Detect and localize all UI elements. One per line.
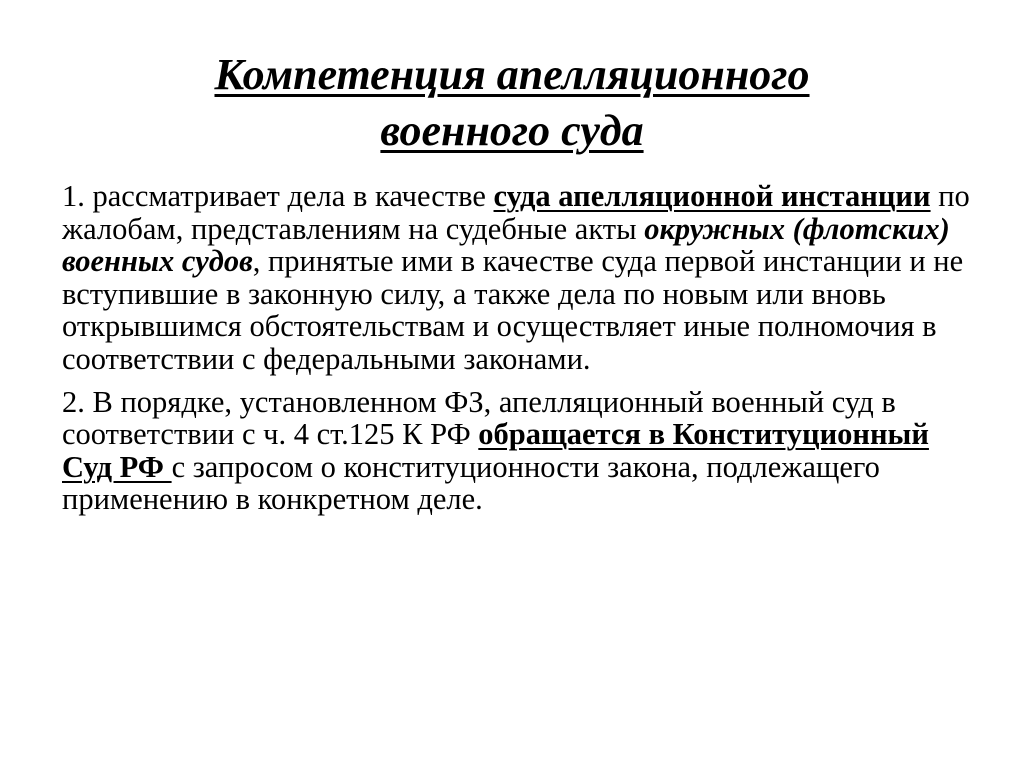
item-1 <box>62 180 972 376</box>
item-2 <box>62 386 972 516</box>
slide-body <box>62 180 972 516</box>
item-2-text-a: 2. В порядке, установленном ФЗ, апелляционный военный суд в соответствии с ч. 4 ст.125 К РФ <box>62 384 896 452</box>
item-2-text-b: с запросом о конституционности закона, подлежащего применению в конкретном деле. <box>62 449 880 517</box>
item-1-text-b: по жалобам, представлениям на судебные акты <box>62 179 970 246</box>
item-1-emphasis-district-courts: окружных (флотских) военных судов <box>62 211 950 279</box>
slide-title <box>0 47 1024 159</box>
item-1-emphasis-appeal-instance: суда апелляционной инстанции <box>493 179 931 213</box>
slide-title-line-1: Компетенция апелляционного <box>214 50 810 99</box>
item-1-text-a: 1. рассматривает дела в качестве <box>62 179 494 213</box>
item-2-emphasis-constitutional-court: обращается в Конституционный Суд РФ <box>62 417 929 484</box>
slide-title-line-2: военного суда <box>380 106 644 155</box>
item-1-text-c: , принятые ими в качестве суда первой инстанции и не вступившие в законную силу, а также дела по новым или вновь открывшимся обстоятельствам и осуществляет иные полномочия в соответствии с федеральными законами. <box>62 244 964 376</box>
